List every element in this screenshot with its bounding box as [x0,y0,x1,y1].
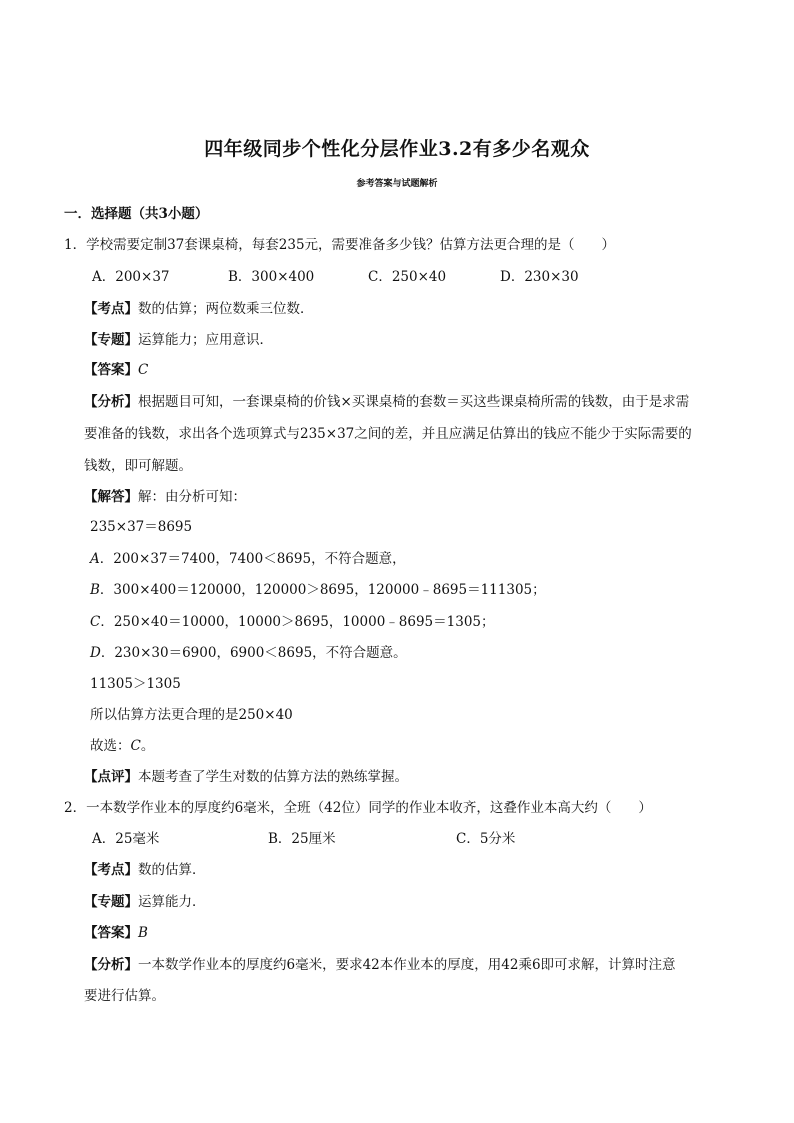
q1-jieda [84,488,246,506]
q1-solution-a: A．200×37＝7400，7400＜8695，不符合题意， [90,551,406,567]
kaodian-tag: 【考点】 [84,301,138,317]
q2-stem: 2．一本数学作业本的厚度约6毫米，全班（42位）同学的作业本收齐，这叠作业本高大约（ ） [64,800,652,816]
jieda-tag: 【解答】 [84,489,138,505]
q1-option-d: D．230×30 [500,269,579,285]
q1-fenxi-line3: 钱数，即可解题。 [84,458,192,474]
zhuanti-text: 运算能力；应用意识． [138,332,273,348]
q2-option-b: B．25厘米 [268,831,336,847]
q1-solution-d: D．230×30＝6900，6900＜8695，不符合题意。 [90,645,407,661]
q1-dianping [84,768,408,786]
q2-daan: 【答案】B [84,925,148,941]
q1-option-c: C．250×40 [368,269,447,285]
fenxi-text-1: 根据题目可知，一套课桌椅的价钱×买课桌椅的套数＝买这些课桌椅所需的钱数，由于是求需 [138,394,690,410]
q1-choice: 故选：C。 [90,738,155,754]
q1-option-a: A．200×37 [92,269,170,285]
daan-text: C [138,362,149,378]
q2-kaodian: 【考点】数的估算． [84,862,206,878]
q1-kaodian [84,300,314,318]
fenxi-tag: 【分析】 [84,394,138,410]
q2-zhuanti: 【专题】运算能力． [84,894,206,910]
page-title: 四年级同步个性化分层作业3.2有多少名观众 [204,138,590,160]
jieda-text: 解：由分析可知： [138,489,246,505]
q1-fenxi-line1 [84,393,689,411]
q2-fenxi-line1: 【分析】一本数学作业本的厚度约6毫米，要求42本作业本的厚度，用42乘6即可求解，计算时注意 [84,957,676,973]
zhuanti-tag: 【专题】 [84,332,138,348]
q2-option-c: C．5分米 [456,831,516,847]
q1-daan [84,361,148,379]
q2-option-a: A．25毫米 [92,831,160,847]
q1-solution-b: B．300×400＝120000，120000＞8695，120000﹣8695＝111305； [90,582,546,598]
q2-fenxi-line2: 要进行估算。 [84,988,165,1004]
dianping-text: 本题考查了学生对数的估算方法的熟练掌握。 [138,769,408,785]
q1-zhuanti [84,331,273,349]
q1-solution-1: 235×37＝8695 [90,519,193,535]
q1-fenxi-line2: 要准备的钱数，求出各个选项算式与235×37之间的差，并且应满足估算出的钱应不能少于实际需要的 [84,426,692,442]
page-subtitle: 参考答案与试题解析 [356,179,438,189]
q1-solution-compare: 11305＞1305 [90,676,181,692]
kaodian-text: 数的估算；两位数乘三位数． [138,301,314,317]
section-heading: 一．选择题（共3小题） [64,206,209,222]
q1-option-b: B．300×400 [228,269,315,285]
daan-tag: 【答案】 [84,362,138,378]
q1-solution-c: C．250×40＝10000，10000＞8695，10000﹣8695＝1305； [90,614,495,630]
q1-solution-conclusion: 所以估算方法更合理的是250×40 [90,707,293,723]
dianping-tag: 【点评】 [84,769,138,785]
q1-stem: 1．学校需要定制37套课桌椅，每套235元，需要准备多少钱？估算方法更合理的是（ ） [64,237,616,253]
